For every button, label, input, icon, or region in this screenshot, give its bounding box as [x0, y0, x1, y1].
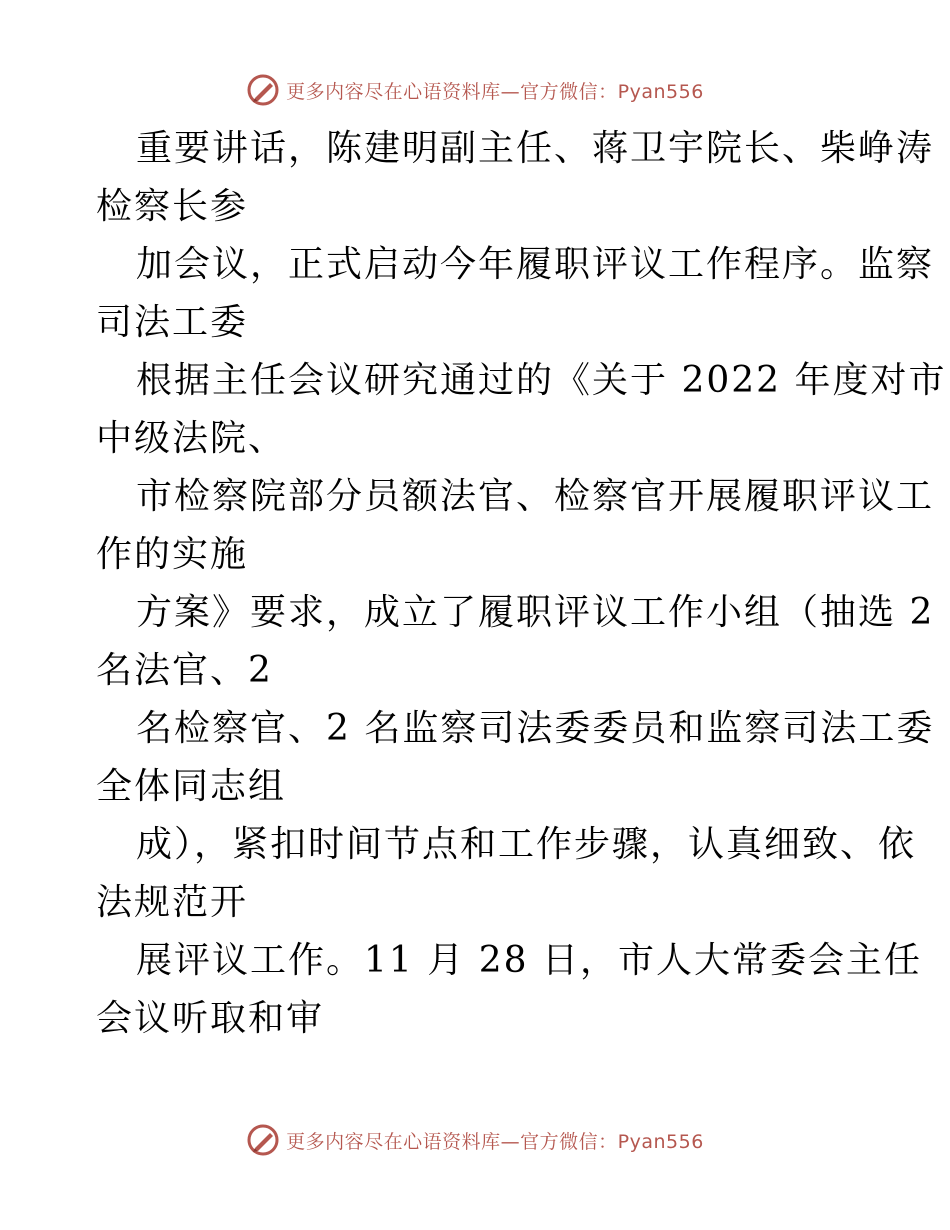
- footer-watermark: [0, 1120, 950, 1160]
- body-line: 全体同志组: [96, 766, 287, 807]
- pen-logo-icon: [246, 1123, 280, 1157]
- body-line: 司法工委: [96, 302, 249, 343]
- body-line: 根据主任会议研究通过的《关于 2022 年度对市: [136, 360, 947, 401]
- pen-logo-icon: [246, 73, 280, 107]
- body-line: 方案》要求，成立了履职评议工作小组（抽选 2: [136, 592, 935, 633]
- body-line: 成），紧扣时间节点和工作步骤，认真细致、依: [136, 824, 917, 865]
- body-line: 中级法院、: [96, 418, 287, 459]
- body-line: 作的实施: [96, 534, 249, 575]
- body-line: 市检察院部分员额法官、检察官开展履职评议工: [136, 476, 935, 517]
- header-watermark: [0, 70, 950, 110]
- body-line: 名法官、2: [96, 650, 273, 691]
- watermark-text: 更多内容尽在心语资料库—官方微信：Pyan556: [286, 1130, 704, 1153]
- body-line: 名检察官、2 名监察司法委委员和监察司法工委: [136, 708, 935, 749]
- body-line: 法规范开: [96, 882, 249, 923]
- body-line: 加会议，正式启动今年履职评议工作程序。监察: [136, 244, 935, 285]
- body-line: 会议听取和审: [96, 998, 325, 1039]
- document-body: [96, 120, 947, 1048]
- body-line: 展评议工作。11 月 28 日，市人大常委会主任: [136, 940, 922, 981]
- body-line: 检察长参: [96, 186, 249, 227]
- body-line: 重要讲话，陈建明副主任、蒋卫宇院长、柴峥涛: [136, 128, 935, 169]
- watermark-text: 更多内容尽在心语资料库—官方微信：Pyan556: [286, 80, 704, 103]
